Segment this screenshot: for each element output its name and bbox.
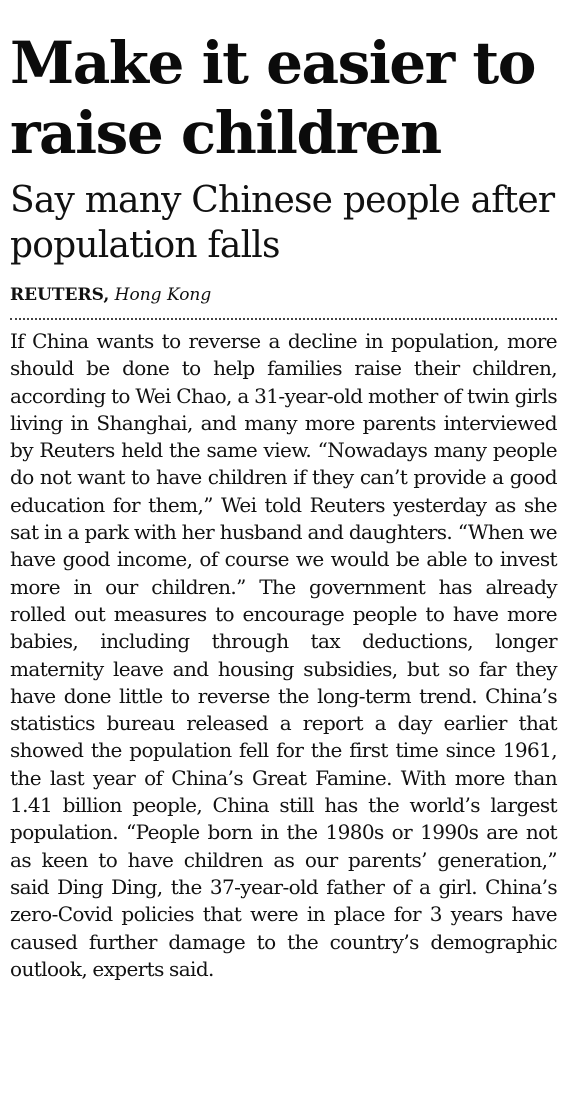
- headline: Make it easier to raise children: [10, 29, 535, 167]
- subheadline: Say many Chinese people after population falls: [10, 180, 555, 266]
- byline: [10, 284, 557, 306]
- news-article: [0, 28, 567, 1117]
- article-body: If China wants to reverse a decline in population, more should be done to help families raise their children, according to Wei Chao, a 31-year-old mother of twin girls living in Shanghai, and many more parents interviewed by Reuters held the same view. “Nowadays many people do not want to have children if they can’t provide a good education for them,” Wei told Reuters yesterday as she sat in a park with her husband and daughters. “When we have good income, of course we would be able to invest more in our children.” The government has already rolled out measures to encourage people to have more babies, including through tax deductions, longer maternity leave and housing subsidies, but so far they have done little to reverse the long-term trend. China’s statistics bureau released a report a day earlier that showed the population fell for the first time since 1961, the last year of China’s Great Famine. With more than 1.41 billion people, China still has the world’s largest population. “People born in the 1980s or 1990s are not as keen to have children as our parents’ generation,” said Ding Ding, the 37-year-old father of a girl. China’s zero-Covid policies that were in place for 3 years have caused further damage to the country’s demographic outlook, experts said.: [10, 329, 557, 981]
- dotted-divider: [10, 318, 557, 320]
- byline-agency: REUTERS,: [10, 285, 110, 305]
- byline-location: Hong Kong: [114, 285, 212, 305]
